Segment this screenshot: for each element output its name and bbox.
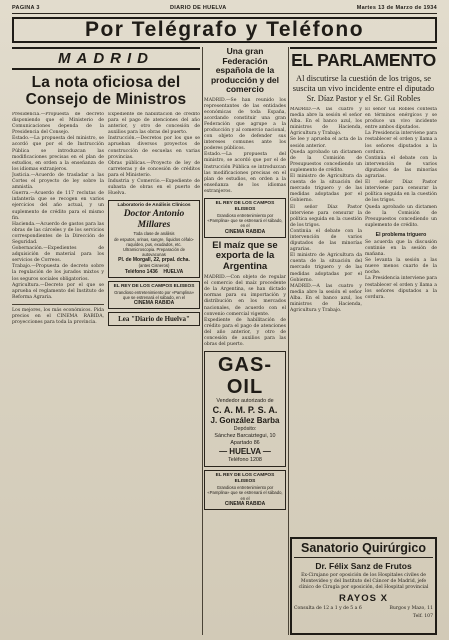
cinema-ad-venue: CINEMA RABIDA: [133, 299, 175, 306]
sanatorio-phone: Telf. 107: [412, 614, 433, 619]
sanatorio-title: Sanatorio Quirúrgico: [294, 541, 433, 558]
paragraph: Se levanta la sesión a las nueve menos cuarto de la noche.: [365, 258, 437, 276]
paragraph: El ministro de Agricultura da cuenta de la situación del mercado triguero y de las medidas adoptadas por el Gobierno.: [290, 174, 362, 204]
laboratory-ad: [108, 200, 200, 277]
cinema-ad: [204, 198, 286, 238]
column-middle: [204, 47, 286, 635]
article-body: [290, 107, 437, 314]
paragraph: Continúa el debate con la intervención de varios diputados de las minorías agrarias.: [365, 155, 437, 180]
gasoil-ad: [204, 351, 286, 467]
paragraph: Expediente de habilitación de crédito para el pago de atenciones del año anterior, y otro de concesión de auxilios para las obras del puerto.: [204, 317, 286, 348]
paragraph: Guerra.—Acuerdo de 117 reclutas de infantería que se recogen en varios ejercicios del año actual, y un suplemento de crédito para el mismo fin.: [12, 191, 104, 221]
cinema-ad: [108, 281, 200, 309]
column-rule: [288, 47, 289, 635]
cinema-ad-venue: CINEMA RABIDA: [224, 228, 266, 235]
paragraph: Estado.—La propuesta del ministro, se acordó que por el de Instrucción Pública se introduzcan las modificaciones precisas en el plan de estudios, en orden a la enseñanza de los idiomas extranjeros.: [12, 136, 104, 172]
paragraph: MADRID.—A las cuatro y media abre la sesión el señor Alba. En el banco azul, los ministros de Hacienda, Agricultura y Trabajo.: [290, 283, 362, 314]
paragraph: El señor Gil Robles contesta en términos enérgicos y se produce un vivo incidente entre ambos diputados.: [365, 107, 437, 131]
lab-title: Laboratorio de Análisis Clínicos: [117, 203, 191, 209]
lab-phone-city: [111, 269, 197, 275]
paragraph: El señor Díaz Pastor interviene para censurar la política seguida en la cuestión de los trigos.: [290, 204, 362, 228]
article-headline-maiz: El maíz que se exporta de la Argentina: [212, 239, 278, 272]
gasoil-title: GAS-OIL: [218, 354, 272, 399]
cinema-ad: [204, 470, 286, 510]
cinema-ad-title: EL REY DE LOS CAMPOS ELISEOS: [215, 473, 275, 485]
gasoil-phone: Teléfono 1208: [228, 457, 262, 464]
paragraph: Queda aprobado un dictamen de la Comisión de Presupuestos concediendo un suplemento de crédito.: [290, 149, 362, 173]
cinema-ad-title: EL REY DE LOS CAMPOS ELISEOS: [113, 283, 195, 289]
article-headline-federacion: Una gran Federación española de la producción y del comercio: [210, 47, 279, 94]
paragraph: Presidencia.—Propuesta de decreto disponiendo que el Ministerio de Comunicaciones dependa de la Presidencia del Consejo.: [12, 112, 104, 136]
paragraph: MADRID.—A las cuatro y media abre la sesión el señor Alba. En el banco azul, los ministros de Hacienda, Agricultura y Trabajo.: [290, 107, 362, 137]
article-left-col: [12, 112, 104, 326]
column-parlamento: [290, 47, 437, 635]
lab-address2: (antes Cisneros): [138, 263, 170, 269]
cinema-ad-text: Grandioso entretenimiento por «Pamplina» que se estrenará el sábado, en el: [207, 213, 283, 229]
sanatorio-footer: [294, 606, 433, 612]
column-rule: [202, 47, 203, 635]
cinema-ad-text: Grandioso entretenimiento por «Pamplina» que se estrenará el sábado, en el: [114, 289, 194, 300]
article-subhead: Al discutirse la cuestión de los trigos, se suscita un vivo incidente entre el diputado Sr. Díaz Pastor y el Sr. Gil Robles: [292, 74, 435, 103]
gasoil-company: C. A. M. P. S. A.: [212, 405, 278, 416]
paragraph: Queda aprobado un dictamen de la Comisión de Presupuestos concediendo un suplemento de crédito.: [365, 204, 437, 228]
lab-text: Ultramicroscopia. Preparación de autovacunas: [123, 246, 185, 258]
sanatorio-rayos: RAYOS X: [339, 593, 388, 604]
page-label: PAGINA 3: [12, 4, 40, 11]
paragraph: La Presidencia interviene para restablecer el orden y llama a los señores diputados a la cordura.: [365, 276, 437, 300]
lab-text: Toda clase de análisis: [133, 231, 175, 237]
article-headline-parlamento: EL PARLAMENTO: [290, 47, 437, 70]
paragraph: Continúa el debate con la intervención de varios diputados de las minorías agrarias.: [290, 228, 362, 253]
paragraph: Justicia.—Acuerdo de trasladar a las Cortes el proyecto de ley sobre la amnistía.: [12, 172, 104, 191]
article-left-col: [290, 107, 362, 314]
article-headline-consejo: La nota oficiosa del Consejo de Ministros: [25, 74, 187, 108]
sanatorio-ad: [290, 537, 437, 635]
cinema-ad-title: EL REY DE LOS CAMPOS ELISEOS: [215, 201, 275, 212]
paragraph: Se lee y aprueba el acta de la sesión anterior.: [290, 137, 362, 149]
paragraph: Expediente de habilitación de crédito para el pago de atenciones del año anterior, y otro de concesión de auxilios para las obras del puerto.: [108, 112, 200, 136]
sanatorio-hours: Consulta de 12 a 1 y de 5 a 6: [294, 606, 362, 611]
issue-date: Martes 13 de Marzo de 1934: [356, 4, 437, 11]
gasoil-pobox: Apartado 86: [230, 440, 260, 447]
gasoil-person: J. González Barba: [210, 416, 280, 426]
paragraph: El ministro de Agricultura da cuenta de la situación del mercado triguero y de las medidas adoptadas por el Gobierno.: [290, 253, 362, 283]
paragraph: MADRID.—Con objeto de regular el comercio del maíz procedente de la Argentina, se han dictado normas para su importación y distribución en los mercados nacionales, de acuerdo con el convenio comercial vigente.: [204, 275, 286, 317]
paragraph: La Presidencia interviene para restablecer el orden y llama a los señores diputados a la cordura.: [365, 131, 437, 155]
lab-phone: Teléfono 1436: [124, 268, 158, 275]
sanatorio-address: Burgos y Mazo, 11: [389, 606, 433, 611]
section-banner: Por Telégrafo y Teléfono: [12, 17, 437, 43]
cinema-ad-text: Los mejores, los más económicos. Pida precios en el CINEMA RABIDA, proyecciones para toda la provincia.: [12, 307, 104, 326]
lab-city: HUELVA: [163, 268, 184, 275]
separator: [12, 304, 104, 305]
paragraph: Gobernación.—Expedientes de adquisición de material para los servicios de Correos.: [12, 246, 104, 264]
subsection-title: El problema triguero: [375, 231, 427, 238]
paragraph: Instrucción.—Decretos por los que se aprueban diversos proyectos de construcción de escuelas en varias provincias.: [108, 136, 200, 160]
article-body: [12, 112, 200, 326]
cinema-ad-venue: CINEMA RABIDA: [224, 500, 266, 507]
section-title-madrid: MADRID: [12, 47, 200, 70]
paragraph: Se acuerda que la discusión continúe en la sesión de mañana.: [365, 239, 437, 258]
paper-name: DIARIO DE HUELVA: [169, 4, 227, 11]
lab-doctor: Doctor Antonio Millares: [123, 209, 185, 231]
paragraph: Agricultura.—Decreto por el que se aprueba el reglamento del Instituto de Reforma Agraria.: [12, 282, 104, 300]
lab-text: de esputos, orinas, sangre, líquidos céfalo-raquídeo, pus, exudados, etc.: [114, 236, 194, 247]
columns: [12, 47, 437, 635]
paragraph: Obras públicas.—Proyecto de ley de carreteras y de concesión de créditos para el Ministerio.: [108, 160, 200, 178]
paragraph: Industria y Comercio.—Expediente de subasta de obras en el puerto de Huelva.: [108, 179, 200, 197]
paragraph: Estado.—La propuesta del ministro, se acordó que por el de Instrucción Pública se introduzcan las modificaciones precisas en el plan de estudios, en orden a la enseñanza de los idiomas extranjeros.: [204, 152, 286, 194]
paragraph: El señor Díaz Pastor interviene para censurar la política seguida en la cuestión de los trigos.: [365, 180, 437, 204]
lab-address: Pl. de Morgall, 22, prpal. dcha.: [118, 257, 190, 264]
gasoil-depot: Depósito:: [233, 426, 257, 433]
article-right-col: [108, 112, 200, 326]
paragraph: Hacienda.—Acuerdo de gastos para las obras de las cárceles y de los servicios correspondientes de la Dirección de Seguridad.: [12, 221, 104, 245]
paragraph: MADRID.—Se han reunido los representantes de las entidades económicas de toda España, acordando constituir una gran Federación que agrupe a la producción y al comercio nacional, con objeto de defender sus intereses comunes ante los poderes públicos.: [204, 97, 286, 152]
gasoil-address: Sánchez Barcaiztegui, 10: [214, 433, 276, 440]
cinema-ad-text: Grandioso entretenimiento por «Pamplina» que se estrenará el sábado, en el: [207, 485, 283, 501]
sanatorio-doctor: Dr. Félix Sanz de Frutos: [315, 561, 412, 571]
gasoil-line: Vendedor autorizado de: [216, 398, 274, 405]
paragraph: Trabajo.—Propuesta de decreto sobre la regulación de los jurados mixtos y los seguros sociales obligatorios.: [12, 264, 104, 282]
gasoil-city: — HUELVA —: [219, 447, 271, 457]
article-right-col: [365, 107, 437, 314]
diario-ad: Lea "Diario de Huelva": [108, 312, 200, 326]
column-madrid: [12, 47, 200, 635]
running-header: [12, 4, 437, 14]
sanatorio-text: Ex-Cirujano por oposición de los Hospitales civiles de Montevideo y del Instituto del Cáncer de Madrid, jefe clínico de Cirugía por oposición, del Hospital provincial: [298, 573, 429, 590]
